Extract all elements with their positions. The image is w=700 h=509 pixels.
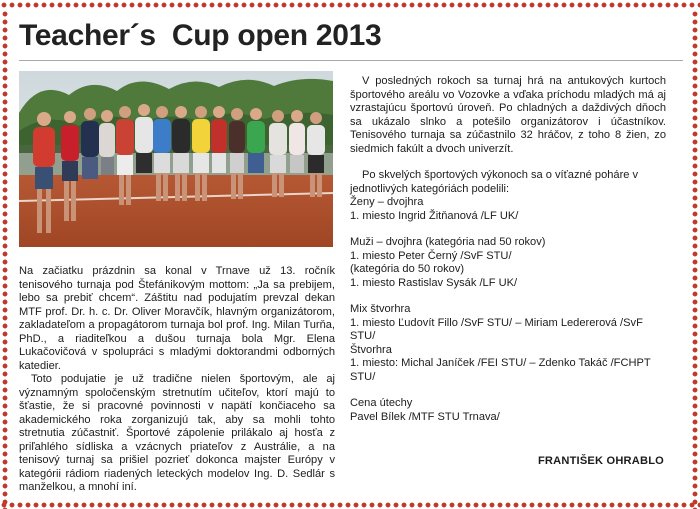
decorative-dotted-border-right xyxy=(690,10,700,509)
result-men-first: 1. miesto Peter Černý /SvF STU/ xyxy=(350,249,512,262)
left-column xyxy=(19,265,335,495)
team-photo xyxy=(19,71,333,247)
result-doubles-header: Štvorhra xyxy=(350,343,392,356)
right-column xyxy=(350,75,666,424)
decorative-dotted-border-left xyxy=(0,10,10,509)
article-paragraph-2: Toto podujatie je už tradične nielen športovým, ale aj významným spoločenským stretnutím učiteľov, ktorí majú to šťastie, že si pracovné povinnosti v napätí končiaceho sa akademického roka zorganizujú tak, aby sa mohli tohto stretnutia zúčastniť. Športové zápolenie prilákalo aj hosťa z priľahlého sídliska a vzácnych priateľov z Austrálie, a na tenisový turnaj sa prišiel pozrieť dokonca majster Európy v kategórii rádiom riadených leteckých modelov Ing. D. Sedlár s manželkou, a mnohí iní. xyxy=(19,373,335,493)
article-author: FRANTIŠEK OHRABLO xyxy=(537,455,664,467)
article-paragraph-3: V posledných rokoch sa turnaj hrá na antukových kurtoch športového areálu vo Vozovke a vďaka príchodu mladých má aj vzrastajúcu športovú úroveň. Po chladných a daždivých dňoch sa ukázalo slnko a potešilo organizátorov i účastníkov. Tenisového turnaja sa zúčastnilo 32 hráčov, z toho 8 žien, zo siedmich fakúlt a dvoch univerzít. xyxy=(350,75,666,155)
article-paragraph-1: Na začiatku prázdnin sa konal v Trnave už 13. ročník tenisového turnaja pod Štefánikovým mottom: „Ja sa prebijem, lebo sa prebiť chcem“. Záštitu nad podujatím prevzal dekan MTF prof. Dr. h. c. Dr. Oliver Moravčík, hlavným organizátorom, zakladateľom a propagátorom turnaja bol prof. Ing. Milan Turňa, PhD., a riaditeľkou a dušou turnaja bola Mgr. Elena Lukačovičová v spolupráci s mladými doktorandmi odborných katedier. xyxy=(19,265,335,372)
result-doubles-first: 1. miesto: Michal Janíček /FEI STU/ – Zdenko Takáč /FCHPT STU/ xyxy=(350,357,651,383)
result-consolation-header: Cena útechy xyxy=(350,397,413,409)
decorative-dotted-border-top xyxy=(0,0,700,10)
result-men-header: Muži – dvojhra (kategória nad 50 rokov) xyxy=(350,236,546,248)
result-women-header: Ženy – dvojhra xyxy=(350,196,424,208)
article-paragraph-4: Po skvelých športových výkonoch sa o víťazné poháre v jednotlivých kategóriách podelili: xyxy=(350,169,639,195)
result-women-first: 1. miesto Ingrid Žitňanová /LF UK/ xyxy=(350,209,519,222)
result-men-under50-header: (kategória do 50 rokov) xyxy=(350,263,465,275)
result-mixed-first: 1. miesto Ľudovít Fillo /SvF STU/ – Miriam Ledererová /SvF STU/ xyxy=(350,316,643,342)
result-mixed-header: Mix štvorhra xyxy=(350,303,411,315)
result-men-under50-first: 1. miesto Rastislav Sysák /LF UK/ xyxy=(350,276,518,289)
title-divider xyxy=(19,60,683,61)
result-consolation-winner: Pavel Bílek /MTF STU Trnava/ xyxy=(350,410,500,423)
article-title: Teacher´s Cup open 2013 xyxy=(19,19,382,52)
decorative-dotted-border-bottom xyxy=(0,500,700,509)
